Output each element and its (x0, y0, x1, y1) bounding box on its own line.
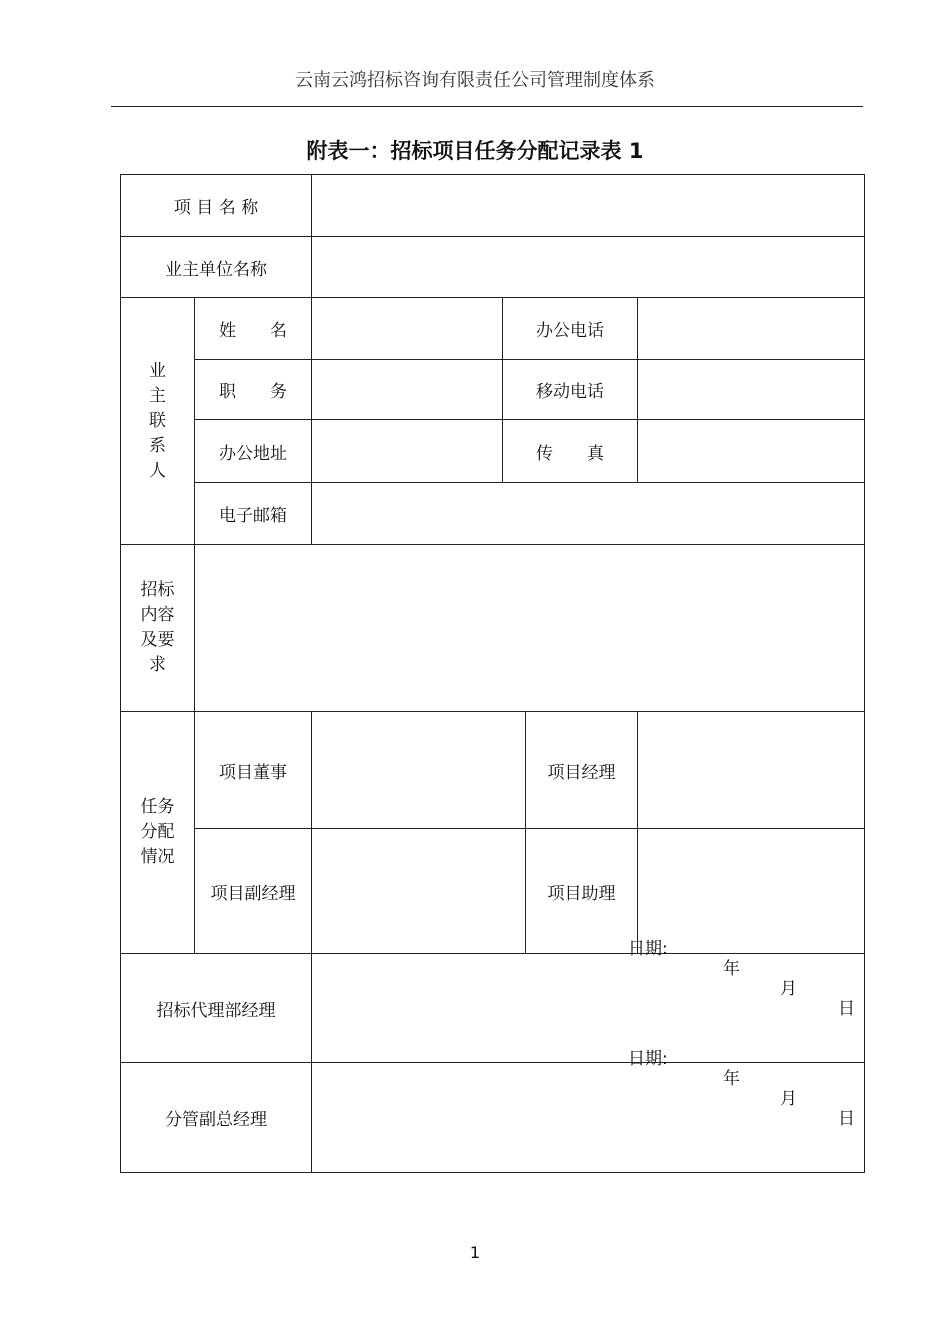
fax-label: 传 真 (503, 420, 638, 483)
contact-name-field[interactable] (312, 298, 503, 360)
project-name-label: 项 目 名 称 (121, 175, 312, 237)
bidding-content-field[interactable] (195, 545, 865, 712)
owner-name-label: 业主单位名称 (121, 237, 312, 298)
office-address-field[interactable] (312, 420, 503, 483)
owner-contact-group-label: 业 主 联 系 人 (121, 298, 195, 545)
contact-name-label: 姓 名 (195, 298, 312, 360)
project-name-field[interactable] (312, 175, 865, 237)
project-director-label: 项目董事 (195, 712, 312, 829)
position-field[interactable] (312, 360, 503, 420)
page-number: 1 (469, 1243, 481, 1262)
row-project-name (121, 175, 865, 237)
project-manager-label: 项目经理 (526, 712, 638, 829)
bidding-content-label: 招标 内容 及要 求 (121, 545, 195, 712)
row-contact-name (121, 298, 865, 360)
project-manager-field[interactable] (638, 712, 865, 829)
office-phone-label: 办公电话 (503, 298, 638, 360)
assignment-group-label: 任务 分配 情况 (121, 712, 195, 954)
agency-manager-date: 日期: 年 月 日 (628, 939, 855, 1019)
office-phone-field[interactable] (638, 298, 865, 360)
row-contact-position (121, 360, 865, 420)
row-bidding-content (121, 545, 865, 712)
deputy-general-manager-date: 日期: 年 月 日 (628, 1049, 855, 1129)
row-contact-email (121, 483, 865, 545)
document-title: 附表一：招标项目任务分配记录表 1 (306, 139, 644, 163)
mobile-label: 移动电话 (503, 360, 638, 420)
agency-manager-label: 招标代理部经理 (121, 954, 312, 1063)
position-label: 职 务 (195, 360, 312, 420)
project-assistant-label: 项目助理 (526, 829, 638, 954)
deputy-general-manager-signature-field[interactable] (312, 1049, 865, 1173)
task-assignment-form (120, 174, 865, 1173)
fax-field[interactable] (638, 420, 865, 483)
row-contact-address (121, 420, 865, 483)
deputy-manager-label: 项目副经理 (195, 829, 312, 954)
row-deputy-general-manager (121, 1063, 865, 1173)
deputy-general-manager-label: 分管副总经理 (121, 1063, 312, 1173)
mobile-field[interactable] (638, 360, 865, 420)
email-label: 电子邮箱 (195, 483, 312, 545)
email-field[interactable] (312, 483, 865, 545)
header-rule (111, 106, 863, 107)
row-owner-name (121, 237, 865, 298)
office-address-label: 办公地址 (195, 420, 312, 483)
project-director-field[interactable] (312, 712, 526, 829)
row-assignment-top (121, 712, 865, 829)
page-header-title: 云南云鸿招标咨询有限责任公司管理制度体系 (295, 70, 655, 91)
owner-name-field[interactable] (312, 237, 865, 298)
